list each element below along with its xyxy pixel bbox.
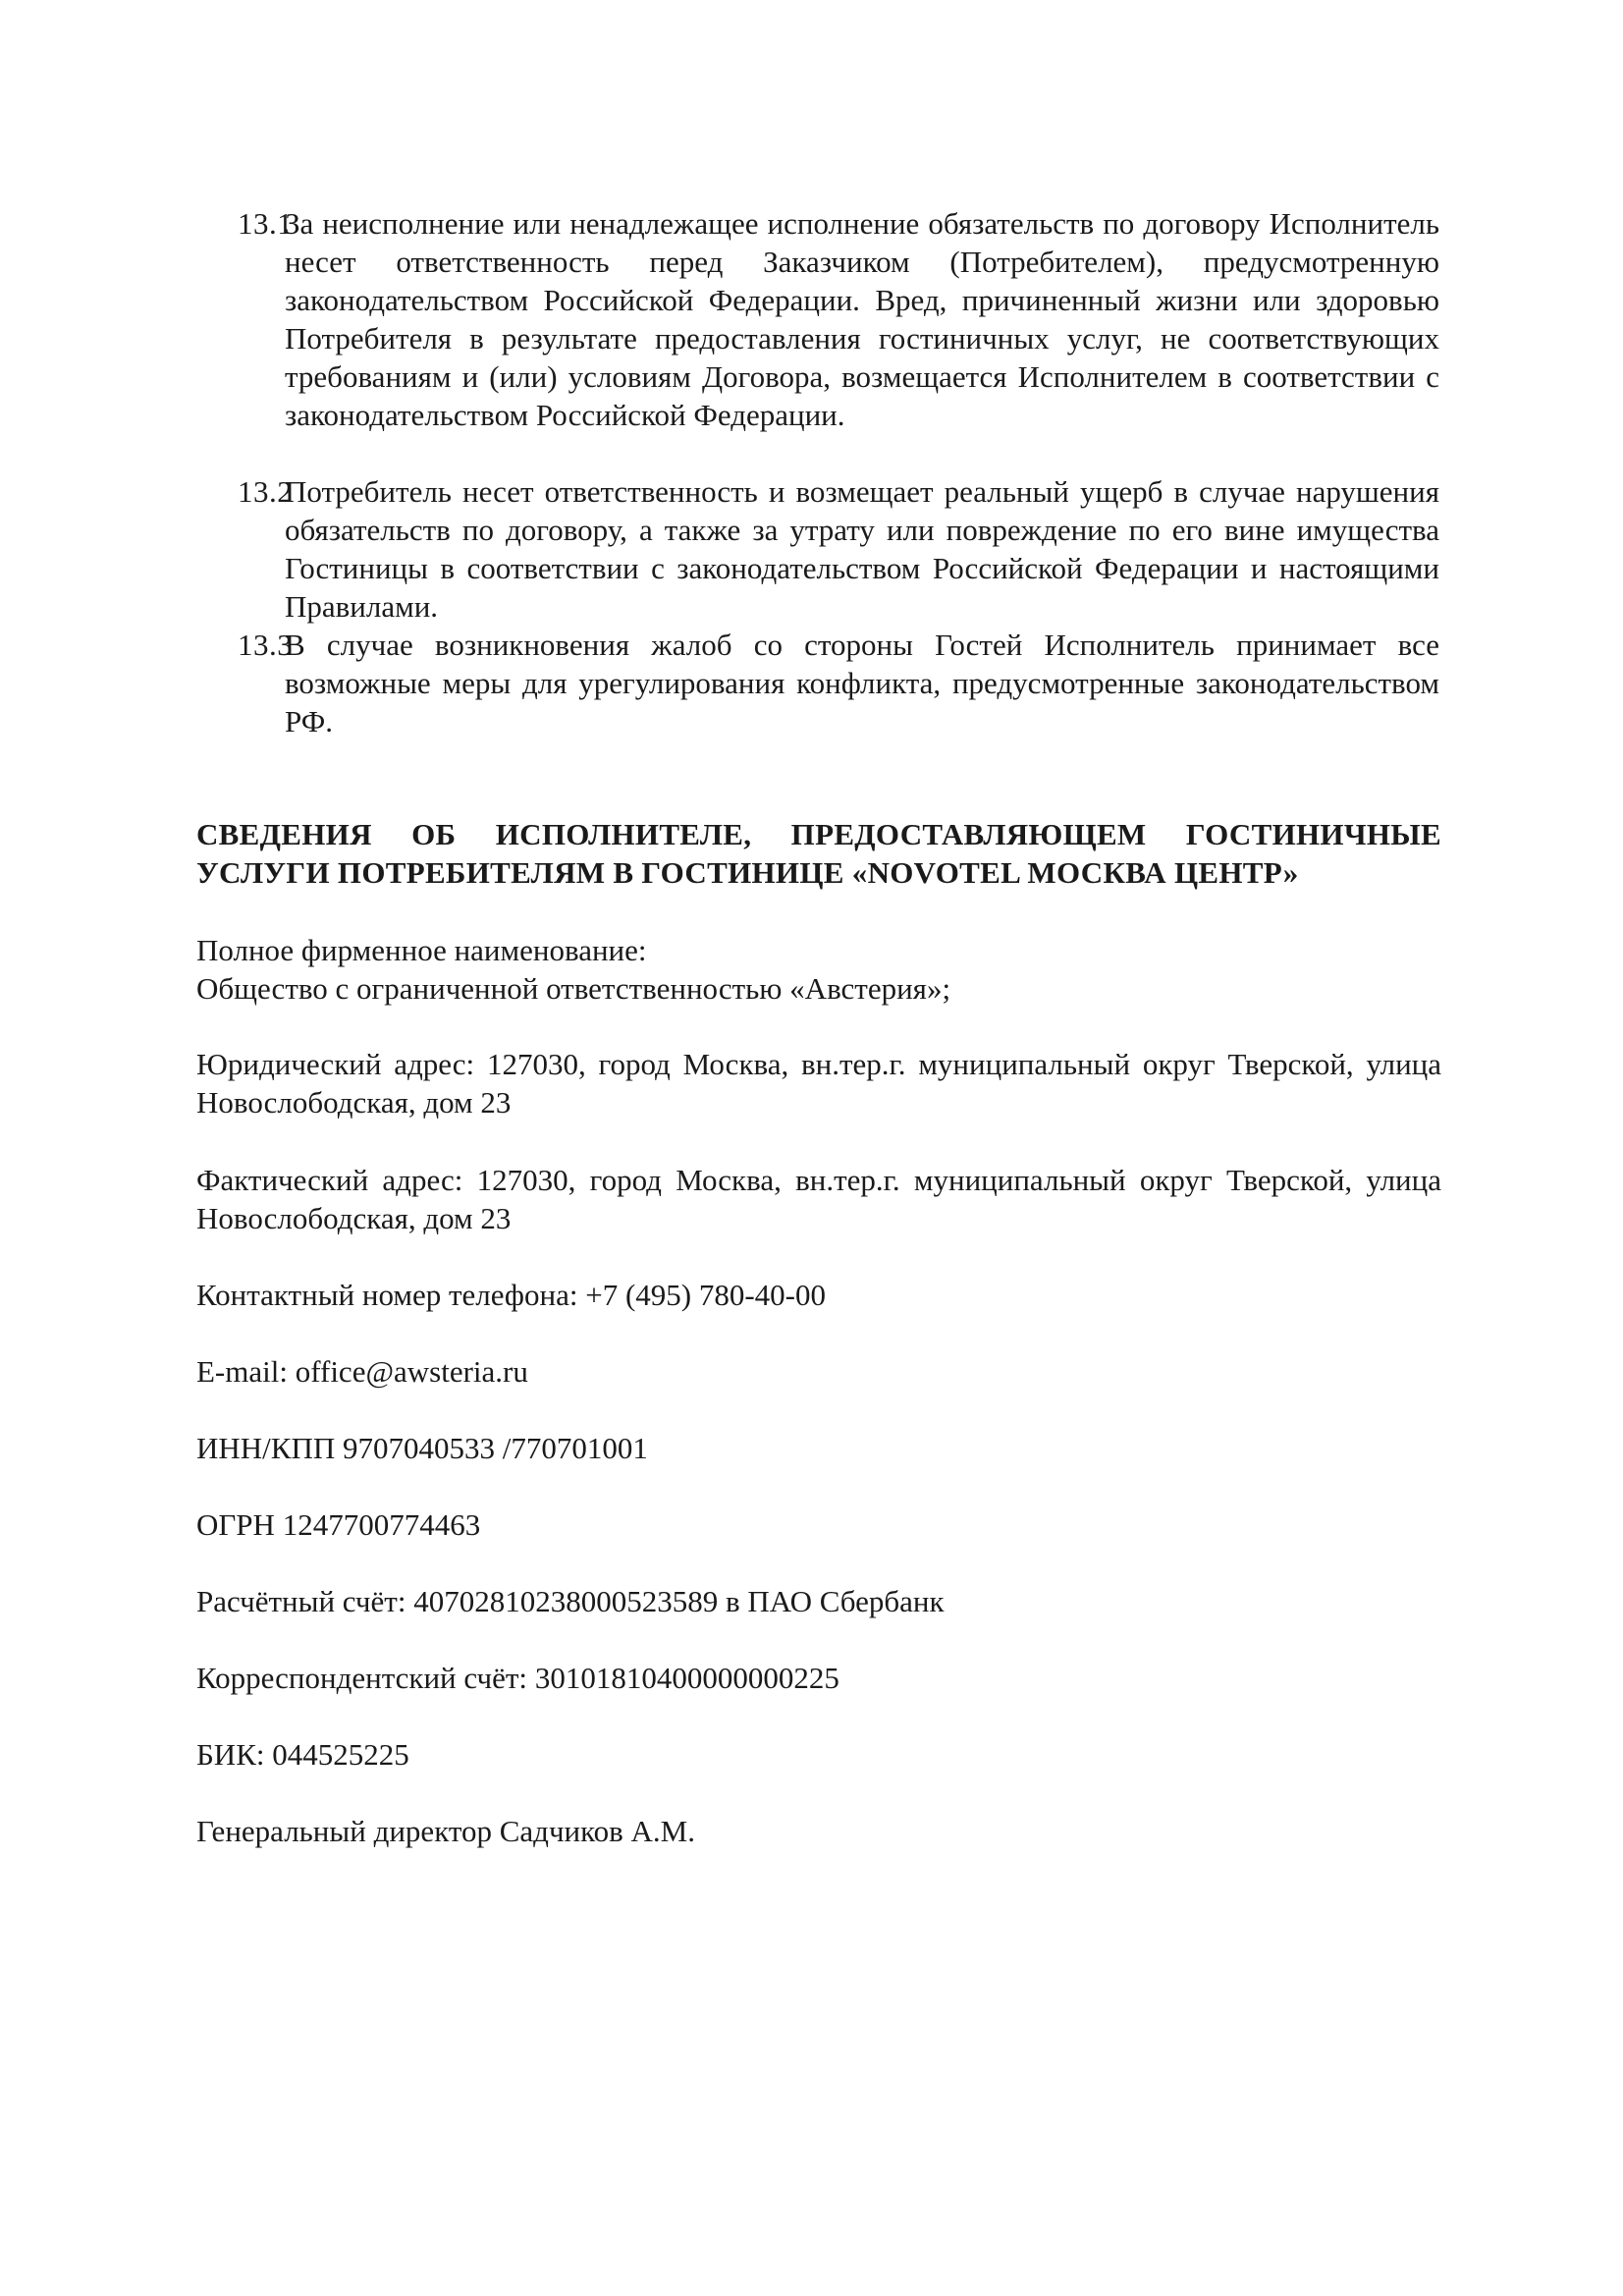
clause-text: Потребитель несет ответственность и возмещает реальный ущерб в случае нарушения обязательств по договору, а также за утрату или повреждение по его вине имущества Гостиницы в соответствии с законодательством Российской Федерации и настоящими Правилами. (285, 474, 1439, 624)
director-label: Генеральный директор (196, 1814, 492, 1848)
bik-block (196, 1735, 1441, 1774)
clause-text: В случае возникновения жалоб со стороны Гостей Исполнитель принимает все возможные меры для урегулирования конфликта, предусмотренные законодательством РФ. (285, 628, 1439, 738)
email-label: E-mail: (196, 1354, 288, 1389)
company-full-name-block (196, 931, 1441, 1008)
phone-block (196, 1276, 1441, 1314)
clause-number: 13.1 (238, 206, 294, 241)
clause-13-1 (238, 204, 1439, 434)
settlement-account-label: Расчётный счёт: (196, 1584, 406, 1618)
legal-address-label: Юридический адрес: (196, 1047, 475, 1081)
bik-label: БИК: (196, 1737, 265, 1772)
director-block (196, 1812, 1441, 1850)
clause-text: За неисполнение или ненадлежащее исполнение обязательств по договору Исполнитель несет ответственность перед Заказчиком (Потребителем), предусмотренную законодательством Российской Федерации. Вред, причиненный жизни или здоровью Потребителя в результате предоставления гостиничных услуг, не соответствующих требованиям и (или) условиям Договора, возмещается Исполнителем в соответствии с законодательством Российской Федерации. (285, 206, 1439, 432)
inn-kpp-block (196, 1429, 1441, 1467)
settlement-account-block (196, 1582, 1441, 1620)
correspondent-account-value: 30101810400000000225 (534, 1661, 839, 1695)
ogrn-block (196, 1505, 1441, 1544)
actual-address-block (196, 1161, 1441, 1237)
phone-number: +7 (495) 780-40-00 (585, 1278, 826, 1312)
legal-address-block (196, 1045, 1441, 1121)
correspondent-account-label: Корреспондентский счёт: (196, 1661, 528, 1695)
email-address: office@awsteria.ru (295, 1354, 528, 1389)
company-full-name: Общество с ограниченной ответственностью «Австерия»; (196, 971, 951, 1006)
bik-value: 044525225 (272, 1737, 409, 1772)
inn-kpp-value: 9707040533 /770701001 (342, 1431, 648, 1465)
ogrn-value: 1247700774463 (282, 1507, 481, 1542)
inn-kpp-label: ИНН/КПП (196, 1431, 336, 1465)
ogrn-label: ОГРН (196, 1507, 275, 1542)
phone-label: Контактный номер телефона: (196, 1278, 578, 1312)
settlement-account-value: 40702810238000523589 в ПАО Сбербанк (413, 1584, 945, 1618)
actual-address-label: Фактический адрес: (196, 1163, 463, 1197)
director-name: Садчиков А.М. (499, 1814, 695, 1848)
actual-address: 127030, город Москва, вн.тер.г. муниципальный округ Тверской, улица Новослободская, дом 23 (196, 1163, 1441, 1235)
legal-address: 127030, город Москва, вн.тер.г. муниципальный округ Тверской, улица Новослободская, дом 23 (196, 1047, 1442, 1120)
section-heading: СВЕДЕНИЯ ОБ ИСПОЛНИТЕЛЕ, ПРЕДОСТАВЛЯЮЩЕМ ГОСТИНИЧНЫЕ УСЛУГИ ПОТРЕБИТЕЛЯМ В ГОСТИНИЦЕ «NOVOTEL МОСКВА ЦЕНТР» (196, 817, 1441, 890)
email-block (196, 1352, 1441, 1391)
clause-13-3 (238, 626, 1439, 740)
company-full-name-label: Полное фирменное наименование: (196, 933, 647, 967)
clause-13-2 (238, 472, 1439, 626)
clause-number: 13.2 (238, 474, 294, 509)
correspondent-account-block (196, 1659, 1441, 1697)
clause-number: 13.3 (238, 628, 294, 662)
